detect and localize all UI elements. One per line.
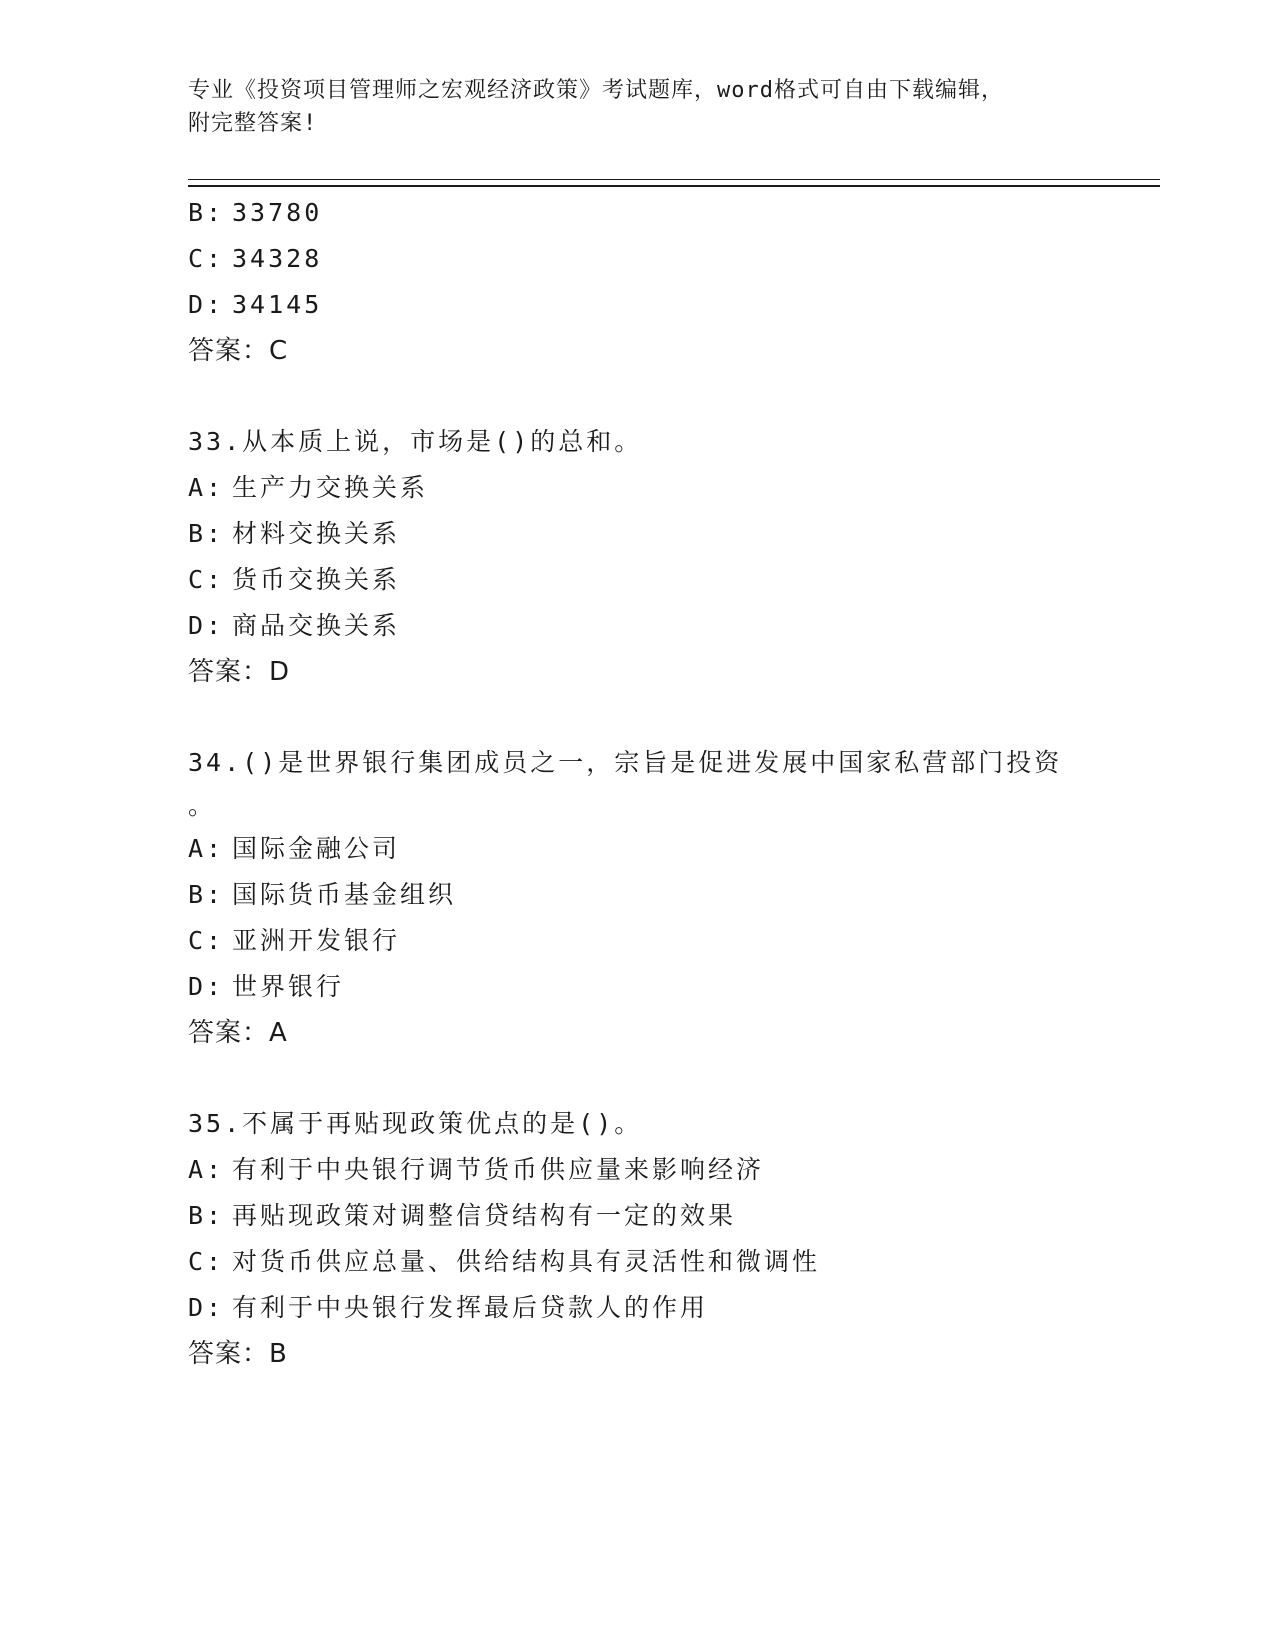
page-header <box>188 74 1088 140</box>
option-text: 世界银行 <box>232 972 345 1001</box>
answer-line: 答案：D <box>188 657 291 687</box>
option-c <box>188 557 1148 603</box>
option-d <box>188 603 1148 649</box>
question-32-tail <box>188 190 1148 374</box>
option-letter: B: <box>188 198 225 227</box>
option-d <box>188 964 1148 1010</box>
question-title: 35.不属于再贴现政策优点的是()。 <box>188 1109 643 1138</box>
option-letter: A: <box>188 473 225 502</box>
option-text: 材料交换关系 <box>232 519 401 548</box>
option-text: 生产力交换关系 <box>232 473 429 502</box>
option-text: 有利于中央银行调节货币供应量来影响经济 <box>232 1155 765 1184</box>
option-letter: A: <box>188 834 225 863</box>
option-text: 货币交换关系 <box>232 565 401 594</box>
option-a <box>188 1147 1148 1193</box>
header-line-2: 附完整答案! <box>188 111 318 136</box>
option-letter: D: <box>188 611 225 640</box>
option-d <box>188 282 1148 328</box>
option-text: 国际货币基金组织 <box>232 880 457 909</box>
question-34 <box>188 740 1148 1056</box>
option-text: 34328 <box>232 244 323 273</box>
option-letter: A: <box>188 1155 225 1184</box>
question-title-continuation: 。 <box>188 791 217 820</box>
header-line-1: 专业《投资项目管理师之宏观经济政策》考试题库，word格式可自由下载编辑， <box>188 78 1004 103</box>
answer-line: 答案：A <box>188 1018 288 1048</box>
option-letter: B: <box>188 1201 225 1230</box>
option-text: 对货币供应总量、供给结构具有灵活性和微调性 <box>232 1247 821 1276</box>
option-a <box>188 465 1148 511</box>
question-35 <box>188 1101 1148 1377</box>
answer-line: 答案：B <box>188 1339 288 1369</box>
option-b <box>188 1193 1148 1239</box>
option-letter: D: <box>188 290 225 319</box>
option-c <box>188 1239 1148 1285</box>
option-b <box>188 511 1148 557</box>
option-text: 再贴现政策对调整信贷结构有一定的效果 <box>232 1201 737 1230</box>
option-letter: B: <box>188 519 225 548</box>
option-letter: C: <box>188 244 225 273</box>
option-letter: C: <box>188 565 225 594</box>
option-text: 商品交换关系 <box>232 611 401 640</box>
option-letter: D: <box>188 972 225 1001</box>
answer-line: 答案：C <box>188 336 289 366</box>
option-a <box>188 826 1148 872</box>
exam-content <box>188 190 1148 1377</box>
option-letter: C: <box>188 1247 225 1276</box>
option-letter: B: <box>188 880 225 909</box>
option-text: 有利于中央银行发挥最后贷款人的作用 <box>232 1293 709 1322</box>
option-c <box>188 918 1148 964</box>
option-b <box>188 872 1148 918</box>
option-d <box>188 1285 1148 1331</box>
option-text: 国际金融公司 <box>232 834 401 863</box>
option-text: 亚洲开发银行 <box>232 926 401 955</box>
question-33 <box>188 419 1148 695</box>
option-text: 34145 <box>232 290 323 319</box>
question-title: 33.从本质上说，市场是()的总和。 <box>188 427 643 456</box>
header-divider <box>188 179 1160 187</box>
option-text: 33780 <box>232 198 323 227</box>
option-c <box>188 236 1148 282</box>
option-letter: D: <box>188 1293 225 1322</box>
question-title: 34.()是世界银行集团成员之一，宗旨是促进发展中国家私营部门投资 <box>188 748 1063 777</box>
option-b <box>188 190 1148 236</box>
option-letter: C: <box>188 926 225 955</box>
